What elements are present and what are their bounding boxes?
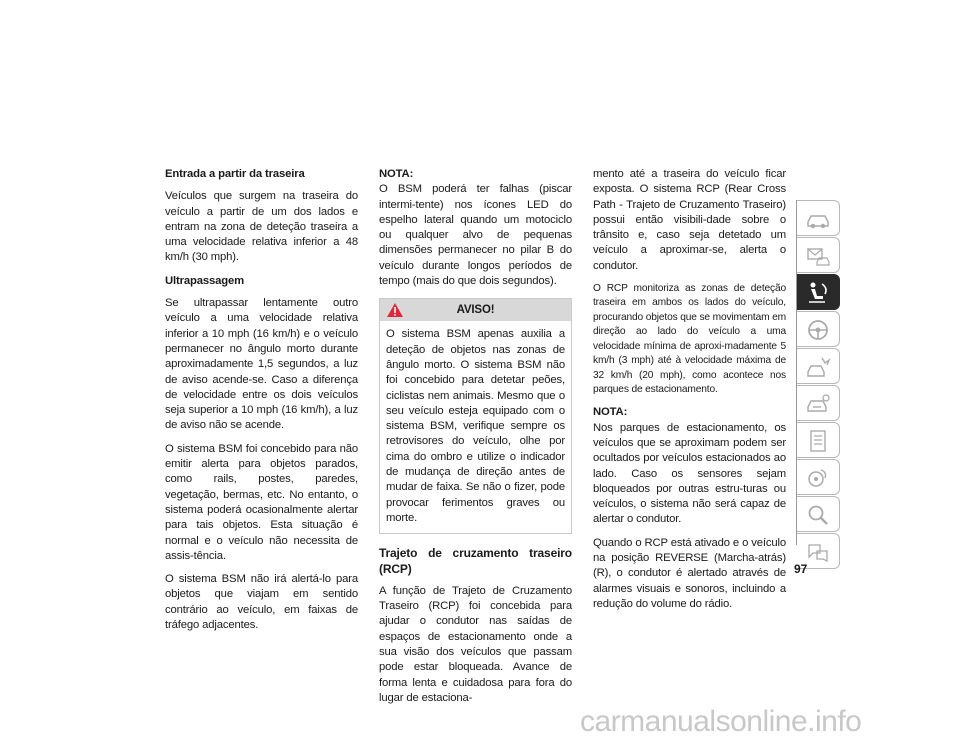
tab-service[interactable] (797, 385, 840, 421)
column-left (165, 167, 358, 641)
warning-header (380, 299, 571, 321)
warning-box (379, 298, 572, 534)
warning-text: O sistema BSM apenas auxilia a deteção de objetos nas zonas de ângulo morto. O sistema BSM não foi concebido para detetar peões, ciclistas nem animais. Mesmo que o seu veículo esteja equipado com o sistema BSM, verifique sempre os retrovisores do veículo, olhe por cima do ombro e utilize o indicador de mudança de direção antes de mudar de faixa. Se não o fizer, pode provocar ferimentos graves ou morte. (386, 328, 565, 524)
car-service-icon (805, 391, 831, 417)
checklist-icon (805, 428, 831, 454)
car-crash-icon (805, 354, 831, 380)
paragraph-rcp-continued: mento até a traseira do veículo ficar exposta. O sistema RCP (Rear Cross Path - Trajeto de Cruzamento Traseiro) possui então visibili-dade sobre o trânsito e, caso seja detetado um veículo a aproximar-se, alerta o condutor. (593, 168, 786, 272)
car-envelope-icon (805, 243, 831, 269)
warning-body (380, 321, 571, 533)
heading-rear-entry: Entrada a partir da traseira (165, 168, 305, 180)
paragraph-overtake: Se ultrapassar lentamente outro veículo a uma velocidade relativa inferior a 10 mph (16 km/h) e o veículo permanecer no ângulo morto durante aproximadamente 1,5 segundos, a luz de aviso acende-se. Caso a diferença de velocidade entre os dois veículos seja superior a 10 mph (16 km/h), a luz de aviso não se acende. (165, 297, 358, 432)
note-bsm (379, 167, 572, 289)
note-parking (593, 405, 786, 527)
paragraph-rcp: A função de Trajeto de Cruzamento Traseiro (RCP) foi concebida para ajudar o condutor nas saídas de espaços de estacionamento onde a sua visão dos veículos que passam pode estar bloqueada. Avance de forma lenta e cuidadosa para fora do lugar de estaciona- (379, 584, 572, 704)
warning-title: AVISO! (456, 304, 495, 317)
paragraph-rcp-monitor: O RCP monitoriza as zonas de deteção traseira em ambos os lados do veículo, procurando objetos que se movimentam em direção ao lado do veículo a uma velocidade mínima de aproxi-madamente 5 km/h (3 mph) até à velocidade máxima de 32 km/h (20 mph), como acontece nos parques de estacionamento. (593, 283, 786, 395)
tab-index[interactable] (797, 496, 840, 532)
section-title-rcp: Trajeto de cruzamento traseiro (RCP) (379, 546, 572, 576)
column-right (593, 167, 786, 620)
note-label: NOTA: (593, 406, 628, 419)
tab-car-envelope[interactable] (797, 237, 840, 273)
steering-wheel-icon (805, 317, 831, 343)
paragraph-reverse: Quando o RCP está ativado e o veículo na posição REVERSE (Marcha-atrás) (R), o condutor é alertado através de alarmes visuais e sonoros, incluindo a redução do volume do rádio. (593, 536, 786, 610)
tab-multimedia[interactable] (797, 459, 840, 495)
car-icon (805, 206, 831, 232)
tab-specifications[interactable] (797, 422, 840, 458)
paragraph-bsm-opposite: O sistema BSM não irá alertá-lo para objetos que viajam em sentido contrário ao veículo, em faixas de tráfego adjacentes. (165, 573, 358, 632)
paragraph-rear-entry: Veículos que surgem na traseira do veículo a partir de um dos lados e entram na zona de deteção traseira a uma velocidade relativa inferior a 48 km/h (30 mph). (165, 190, 358, 264)
tab-emergency[interactable] (797, 348, 840, 384)
tab-driving[interactable] (797, 311, 840, 347)
note-text: Nos parques de estacionamento, os veículos que se aproximam podem ser ocultados por veículos estacionados ao lado. Caso os sensores sejam bloqueados por outras estru-turas ou veículos, o sistema não será capaz de alertar o condutor. (593, 421, 786, 526)
page-number: 97 (794, 562, 808, 576)
column-middle (379, 167, 572, 714)
paragraph-bsm-stationary: O sistema BSM foi concebido para não emitir alerta para objetos parados, como rails, postes, paredes, vegetação, bermas, etc. No entanto, o sistema poderá ocasionalmente alertar para tais objetos. Esta situação é normal e o veículo não necessita de assis-tência. (165, 442, 358, 562)
watermark: carmanualsonline.info (580, 705, 862, 738)
seat-airbag-icon (805, 280, 831, 306)
media-icon (805, 465, 831, 491)
note-label: NOTA: (379, 168, 414, 180)
tab-car[interactable] (797, 200, 840, 236)
heading-overtake: Ultrapassagem (165, 274, 245, 287)
tab-safety[interactable] (797, 274, 840, 310)
warning-triangle-icon (386, 302, 404, 318)
multilanguage-icon (805, 539, 831, 565)
note-text: O BSM poderá ter falhas (piscar intermi-tente) nos ícones LED do espelho lateral quando um motociclo ou qualquer alvo de pequenas dimensões permanecer no pilar B do veículo durante longos períodos de tempo (mais do que dois segundos). (379, 183, 572, 288)
magnifier-icon (805, 502, 831, 528)
